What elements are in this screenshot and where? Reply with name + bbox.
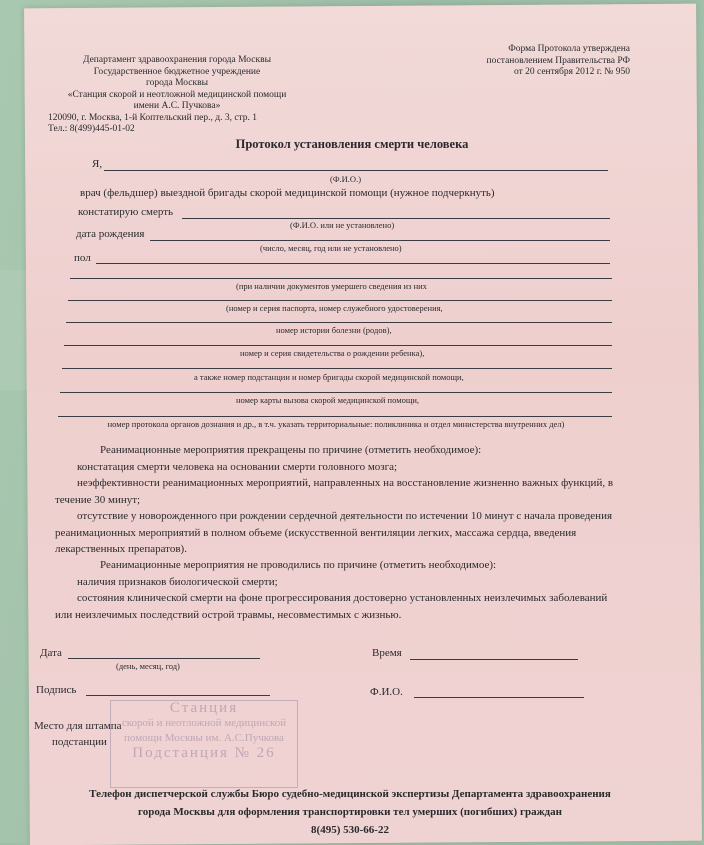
organization-header xyxy=(48,55,302,136)
signature-line[interactable] xyxy=(86,695,270,696)
footer-phone: 8(495) 530-66-22 xyxy=(311,824,389,836)
state-caption: (Ф.И.О. или не установлено) xyxy=(290,220,395,230)
stamp-line-1: Станция xyxy=(169,700,239,716)
section-terminated xyxy=(55,442,625,558)
approval-line-2: постановлением Правительства РФ xyxy=(486,55,630,66)
stamp-place-label-2: подстанции xyxy=(52,736,107,748)
stamp-line-2: скорой и неотложной медицинской xyxy=(121,717,287,729)
docs-caption-6: номер карты вызова скорой медицинской помощи, xyxy=(236,395,420,405)
fio-sign-label: Ф.И.О. xyxy=(370,686,403,698)
signature-label: Подпись xyxy=(36,684,77,696)
docs-caption-2: (номер и серия паспорта, номер служебного удостоверения, xyxy=(226,303,443,313)
birth-caption: (число, месяц, год или не установлено) xyxy=(260,243,402,253)
org-line-1: Департамент здравоохранения города Москвы xyxy=(82,55,271,65)
reason-ineffective: неэффективности реанимационных мероприятий, направленных на восстановление жизненно важных функций, в течение 30 минут; xyxy=(55,477,614,506)
birth-date-line[interactable] xyxy=(150,240,610,241)
stamp-place-label-1: Место для штампа xyxy=(34,720,122,732)
org-address: 120090, г. Москва, 1-й Коптельский пер., д. 3, стр. 1 xyxy=(48,112,258,123)
docs-line-7[interactable] xyxy=(58,416,612,417)
state-label: констатирую смерть xyxy=(78,206,174,218)
page-title: Протокол установления смерти человека xyxy=(235,137,469,151)
org-line-4: «Станция скорой и неотложной медицинской помощи xyxy=(67,89,287,100)
doctor-line: врач (фельдшер) выездной бригады скорой медицинской помощи (нужное подчеркнуть) xyxy=(80,187,495,199)
docs-caption-1: (при наличии документов умершего сведения из них xyxy=(236,281,427,291)
stamp-line-4: Подстанция № 26 xyxy=(132,745,276,761)
docs-line-3[interactable] xyxy=(66,322,612,323)
section-terminated-heading: Реанимационные мероприятия прекращены по причине (отметить необходимое): xyxy=(100,444,482,456)
fio-input-line[interactable] xyxy=(104,170,608,171)
docs-line-6[interactable] xyxy=(60,392,612,393)
date-caption: (день, месяц, год) xyxy=(116,661,180,671)
org-line-3: города Москвы xyxy=(146,78,208,88)
sex-label: пол xyxy=(74,252,91,264)
date-label: Дата xyxy=(40,647,62,659)
docs-caption-7: номер протокола органов дознания и др., в т.ч. указать территориальные: поликлиника и отдел министерства внутренних дел) xyxy=(107,419,565,429)
docs-line-5[interactable] xyxy=(62,368,612,369)
approval-line-1: Форма Протокола утверждена xyxy=(508,44,630,54)
birth-label: дата рождения xyxy=(76,228,145,240)
docs-caption-4: номер и серия свидетельства о рождении ребенка), xyxy=(240,348,425,358)
section-not-performed xyxy=(55,557,625,623)
deceased-name-line[interactable] xyxy=(182,218,610,219)
reason-newborn: отсутствие у новорожденного при рождении сердечной деятельности по истечении 10 минут с начала проведения реанимационных мероприятий в полном объеме (искусственной вентиляции легких, массажа сердца, введения лекарственных препаратов). xyxy=(55,510,613,555)
reason-brain-death: констатация смерти человека на основании смерти головного мозга; xyxy=(77,460,398,473)
docs-caption-3: номер истории болезни (родов), xyxy=(276,325,392,335)
time-line[interactable] xyxy=(410,659,578,660)
footer-line-1: Телефон диспетчерской службы Бюро судебно-медицинской экспертизы Департамента здравоохранения xyxy=(89,788,611,800)
org-phone: Тел.: 8(499)445-01-02 xyxy=(48,124,135,134)
time-label: Время xyxy=(372,647,402,659)
org-line-2: Государственное бюджетное учреждение xyxy=(93,66,261,77)
fio-caption: (Ф.И.О.) xyxy=(330,174,362,184)
reason-clinical-death: состояния клинической смерти на фоне прогрессирования достоверно установленных неизлечимых заболеваний или неизлечимых последствий острой травмы, несовместимых с жизнью. xyxy=(55,592,608,621)
org-line-5: имени А.С. Пучкова» xyxy=(133,101,221,111)
approval-line-3: от 20 сентября 2012 г. № 950 xyxy=(513,67,630,77)
stamp-line-3: помощи Москвы им. А.С.Пучкова xyxy=(124,732,284,744)
docs-line-4[interactable] xyxy=(64,345,612,346)
substation-stamp xyxy=(110,700,298,788)
date-line[interactable] xyxy=(68,658,260,659)
reason-biological-death: наличия признаков биологической смерти; xyxy=(77,575,278,588)
ya-label: Я, xyxy=(92,158,103,170)
section-not-performed-heading: Реанимационные мероприятия не проводились по причине (отметить необходимое): xyxy=(100,559,497,571)
footer-line-2: города Москвы для оформления транспортировки тел умерших (погибших) граждан xyxy=(138,806,562,818)
docs-caption-5: а также номер подстанции и номер бригады скорой медицинской помощи, xyxy=(194,372,464,382)
form-approval-note xyxy=(410,44,630,79)
fio-sign-line[interactable] xyxy=(414,697,584,698)
sex-line[interactable] xyxy=(96,263,610,264)
docs-line-1[interactable] xyxy=(70,278,612,279)
docs-line-2[interactable] xyxy=(68,300,612,301)
